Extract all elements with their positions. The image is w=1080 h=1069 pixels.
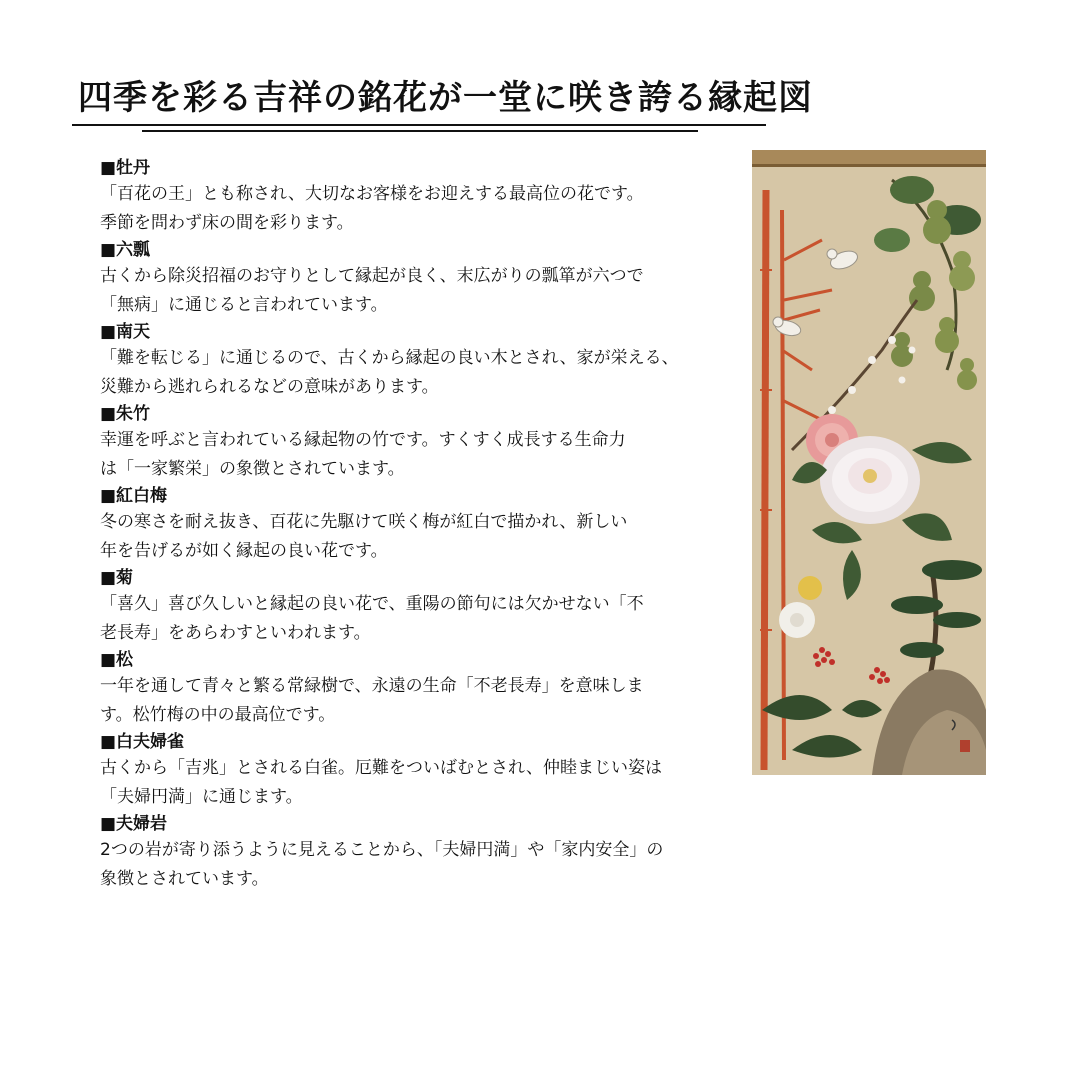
- item-name: ■南天: [100, 322, 151, 342]
- title-underline-inner: [142, 130, 698, 132]
- list-item: [100, 320, 750, 402]
- list-item: [100, 402, 750, 484]
- hanging-scroll-painting: [752, 150, 986, 775]
- item-name: ■夫婦岩: [100, 814, 168, 834]
- item-name: ■松: [100, 650, 134, 670]
- list-item: [100, 566, 750, 648]
- item-description: 幸運を呼ぶと言われている縁起物の竹です。すくすく成長する生命力 は「一家繁栄」の象徴とされています。: [100, 430, 626, 479]
- item-description: 冬の寒さを耐え抜き、百花に先駆けて咲く梅が紅白で描かれ、新しい 年を告げるが如く縁起の良い花です。: [100, 512, 628, 561]
- item-description: 「喜久」喜び久しいと縁起の良い花で、重陽の節句には欠かせない「不 老長寿」をあらわすといわれます。: [100, 594, 644, 643]
- item-name: ■紅白梅: [100, 486, 168, 506]
- item-name: ■六瓢: [100, 240, 151, 260]
- list-item: [100, 730, 750, 812]
- list-item: [100, 156, 750, 238]
- list-item: [100, 648, 750, 730]
- item-name: ■朱竹: [100, 404, 151, 424]
- item-description: 2つの岩が寄り添うように見えることから、「夫婦円満」や「家内安全」の 象徴とされています。: [100, 840, 664, 889]
- white-peony: [820, 436, 920, 524]
- list-item: [100, 484, 750, 566]
- item-name: ■菊: [100, 568, 134, 588]
- scroll-illustration: [752, 150, 986, 775]
- list-item: [100, 238, 750, 320]
- item-name: ■牡丹: [100, 158, 151, 178]
- title-underline: [72, 124, 766, 126]
- item-description: 「難を転じる」に通じるので、古くから縁起の良い木とされ、家が栄える、 災難から逃れられるなどの意味があります。: [100, 348, 679, 397]
- item-description: 古くから「吉兆」とされる白雀。厄難をついばむとされ、仲睦まじい姿は 「夫婦円満」に通じます。: [100, 758, 663, 807]
- item-list: [100, 156, 750, 894]
- item-description: 古くから除災招福のお守りとして縁起が良く、末広がりの瓢箪が六つで 「無病」に通じると言われています。: [100, 266, 644, 315]
- item-description: 「百花の王」とも称され、大切なお客様をお迎えする最高位の花です。 季節を問わず床の間を彩ります。: [100, 184, 644, 233]
- page-title: 四季を彩る吉祥の銘花が一堂に咲き誇る縁起図: [78, 78, 813, 118]
- item-description: 一年を通して青々と繁る常緑樹で、永遠の生命「不老長寿」を意味しま す。松竹梅の中の最高位です。: [100, 676, 644, 725]
- item-name: ■白夫婦雀: [100, 732, 185, 752]
- list-item: [100, 812, 750, 894]
